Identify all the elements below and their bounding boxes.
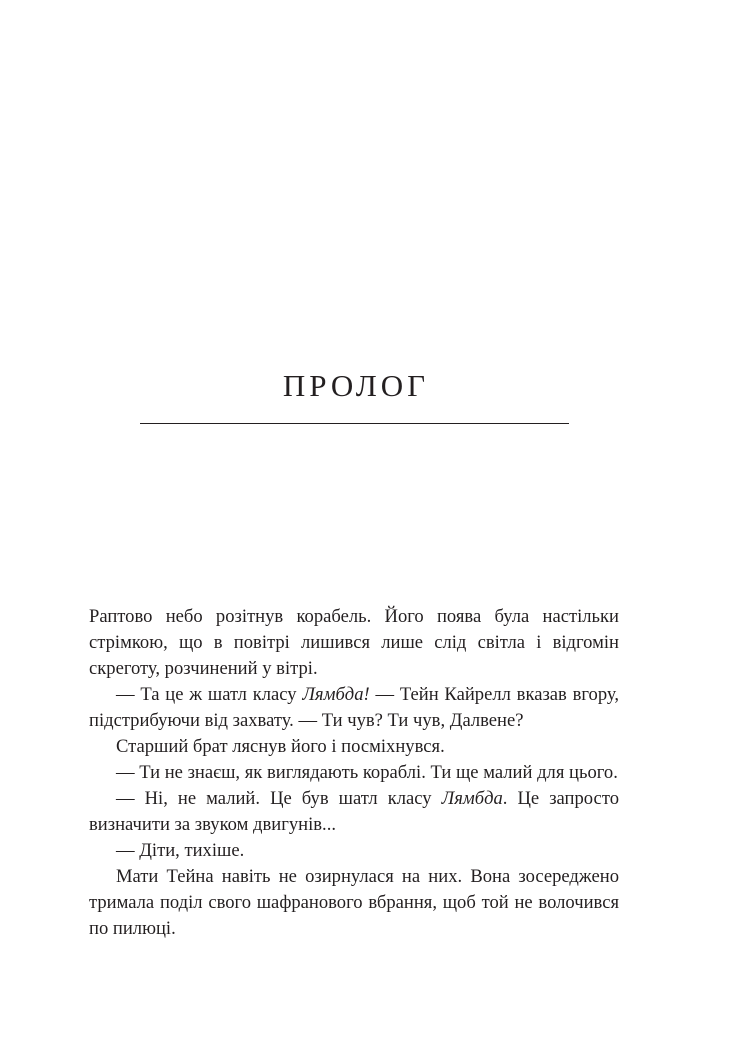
italic-text-segment: Лямбда (441, 788, 503, 809)
paragraph (89, 786, 619, 838)
chapter-title: ПРОЛОГ (282, 368, 430, 403)
italic-text-segment: Лямбда! (302, 684, 370, 705)
text-segment: . Це запросто визначити за звуком двигунів... (89, 788, 619, 835)
prologue-body-text (89, 604, 619, 942)
text-segment: — Та це ж шатл класу (116, 684, 303, 705)
text-segment: — Діти, тихіше. (116, 840, 245, 861)
paragraph (89, 838, 619, 864)
text-segment: Мати Тейна навіть не озирнулася на них. Вона зосереджено тримала поділ свого шафранового вбрання, щоб той не волочився по пилюці. (89, 866, 619, 939)
paragraph (89, 734, 619, 760)
text-segment: — Ні, не малий. Це був шатл класу (116, 788, 442, 809)
paragraph (89, 604, 619, 682)
text-segment: — Ти не знаєш, як виглядають кораблі. Ти ще малий для цього. (116, 762, 618, 783)
paragraph (89, 682, 619, 734)
paragraph (89, 760, 619, 786)
title-underline-rule (140, 423, 569, 424)
text-segment: Раптово небо розітнув корабель. Його поява була настільки стрімкою, що в повітрі лишився лише слід світла і відгомін скреготу, розчинений у вітрі. (89, 606, 619, 679)
text-segment: Старший брат ляснув його і посміхнувся. (116, 736, 445, 757)
text-segment: — Тейн Кайрелл вказав вгору, підстрибуючи від захвату. — Ти чув? Ти чув, Далвене? (89, 684, 619, 731)
paragraph (89, 864, 619, 942)
